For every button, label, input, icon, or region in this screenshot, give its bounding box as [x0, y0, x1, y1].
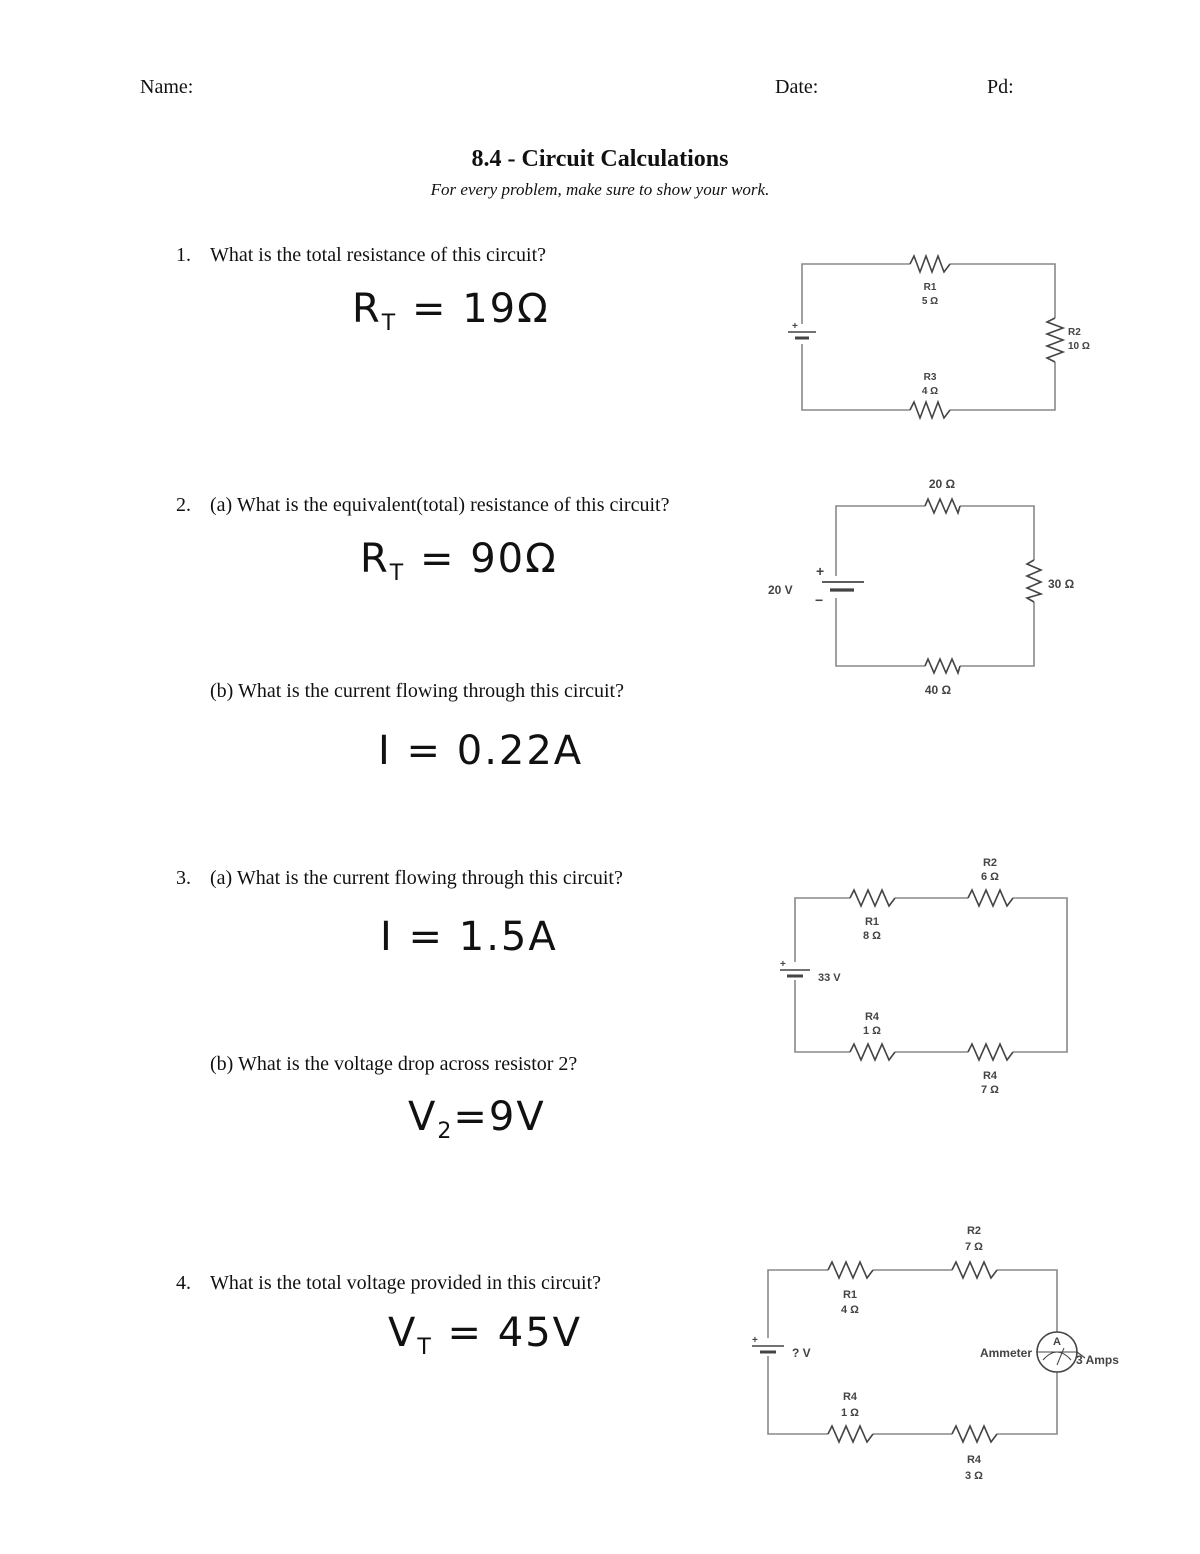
question-text: What is the total voltage provided in this circuit? — [210, 1272, 602, 1294]
answer-2a: $R_T = 90\Omega$ — [360, 536, 558, 586]
ammeter-reading: 3 Amps — [1076, 1353, 1119, 1367]
voltage-label: ? V — [792, 1346, 811, 1360]
circuit-2-diagram — [760, 470, 1100, 710]
r4b-value: 3 Ω — [965, 1470, 983, 1482]
battery-icon — [788, 332, 816, 338]
resistor-r2-icon — [968, 890, 1013, 906]
r3-name: R3 — [923, 372, 937, 383]
resistor-r4b-icon — [968, 1044, 1013, 1060]
battery-minus-sign: − — [815, 592, 824, 608]
r1-value: 4 Ω — [841, 1304, 859, 1316]
resistor-bottom-icon — [925, 659, 960, 673]
r1-name: R1 — [864, 916, 880, 928]
battery-plus-sign: + — [752, 1335, 758, 1346]
worksheet-title: 8.4 - Circuit Calculations — [471, 146, 729, 172]
battery-icon — [752, 1346, 784, 1352]
r4b-name: R4 — [982, 1070, 998, 1082]
r4a-value: 1 Ω — [863, 1025, 881, 1037]
r2-name: R2 — [966, 1225, 982, 1237]
battery-icon — [780, 970, 810, 976]
question-text: (a) What is the equivalent(total) resistance of this circuit? — [210, 494, 670, 516]
answer-3b: $V_2=9V$ — [408, 1094, 546, 1144]
r4b-name: R4 — [966, 1454, 982, 1466]
question-3a — [176, 867, 623, 890]
name-label: Name: — [140, 76, 194, 98]
resistor-right-icon — [1027, 560, 1041, 602]
question-1 — [176, 244, 546, 267]
r2-value: 10 Ω — [1068, 341, 1090, 352]
resistor-r2-icon — [1047, 318, 1063, 362]
worksheet-subtitle: For every problem, make sure to show your work. — [430, 180, 770, 199]
date-label: Date: — [775, 76, 819, 98]
r3-value: 4 Ω — [921, 386, 939, 397]
right-resistor-value: 30 Ω — [1048, 577, 1075, 591]
question-number: 4. — [176, 1272, 191, 1294]
battery-icon — [822, 582, 864, 590]
r4a-value: 1 Ω — [841, 1407, 859, 1419]
r2-value: 6 Ω — [981, 871, 999, 883]
circuit-4-diagram — [740, 1220, 1140, 1490]
resistor-r1-icon — [828, 1262, 873, 1278]
resistor-r4a-icon — [850, 1044, 895, 1060]
circuit-2-wires — [836, 506, 1034, 666]
resistor-r4a-icon — [828, 1426, 873, 1442]
resistor-r1-icon — [850, 890, 895, 906]
top-resistor-value: 20 Ω — [928, 477, 956, 491]
circuit-3-diagram — [770, 850, 1100, 1100]
answer-3a: I = 1.5A — [380, 914, 558, 960]
answer-2b: I = 0.22A — [378, 728, 584, 774]
question-text: What is the total resistance of this circuit? — [210, 244, 546, 266]
r4b-value: 7 Ω — [981, 1084, 999, 1096]
voltage-label: 33 V — [818, 972, 841, 984]
battery-plus-sign: + — [816, 563, 825, 579]
r2-value: 7 Ω — [965, 1241, 983, 1253]
question-4 — [176, 1272, 601, 1295]
resistor-r4b-icon — [952, 1426, 997, 1442]
r1-value: 5 Ω — [921, 296, 939, 307]
r4a-name: R4 — [842, 1391, 858, 1403]
bottom-resistor-value: 40 Ω — [924, 683, 952, 697]
ammeter-label: Ammeter — [979, 1346, 1032, 1360]
resistor-r3-icon — [910, 402, 950, 418]
r1-value: 8 Ω — [863, 930, 881, 942]
question-number: 2. — [176, 494, 191, 516]
question-2b: (b) What is the current flowing through this circuit? — [210, 680, 624, 702]
period-label: Pd: — [987, 76, 1014, 98]
battery-plus-sign: + — [792, 321, 798, 332]
r1-name: R1 — [923, 282, 937, 293]
question-number: 3. — [176, 867, 191, 889]
battery-plus-sign: + — [780, 959, 786, 970]
question-3b: (b) What is the voltage drop across resistor 2? — [210, 1053, 578, 1075]
question-2a — [176, 494, 669, 517]
ammeter-symbol: A — [1053, 1336, 1061, 1348]
voltage-label: 20 V — [768, 583, 793, 597]
question-text: (a) What is the current flowing through this circuit? — [210, 867, 623, 889]
question-number: 1. — [176, 244, 191, 266]
r4a-name: R4 — [864, 1011, 880, 1023]
resistor-r1-icon — [910, 256, 950, 272]
r2-name: R2 — [982, 857, 998, 869]
resistor-top-icon — [925, 499, 960, 513]
resistor-r2-icon — [952, 1262, 997, 1278]
answer-4: $V_T = 45V$ — [388, 1310, 583, 1360]
circuit-1-diagram — [780, 250, 1120, 425]
answer-1: $R_T = 19\Omega$ — [352, 286, 550, 336]
r2-name: R2 — [1068, 327, 1081, 338]
r1-name: R1 — [842, 1289, 858, 1301]
